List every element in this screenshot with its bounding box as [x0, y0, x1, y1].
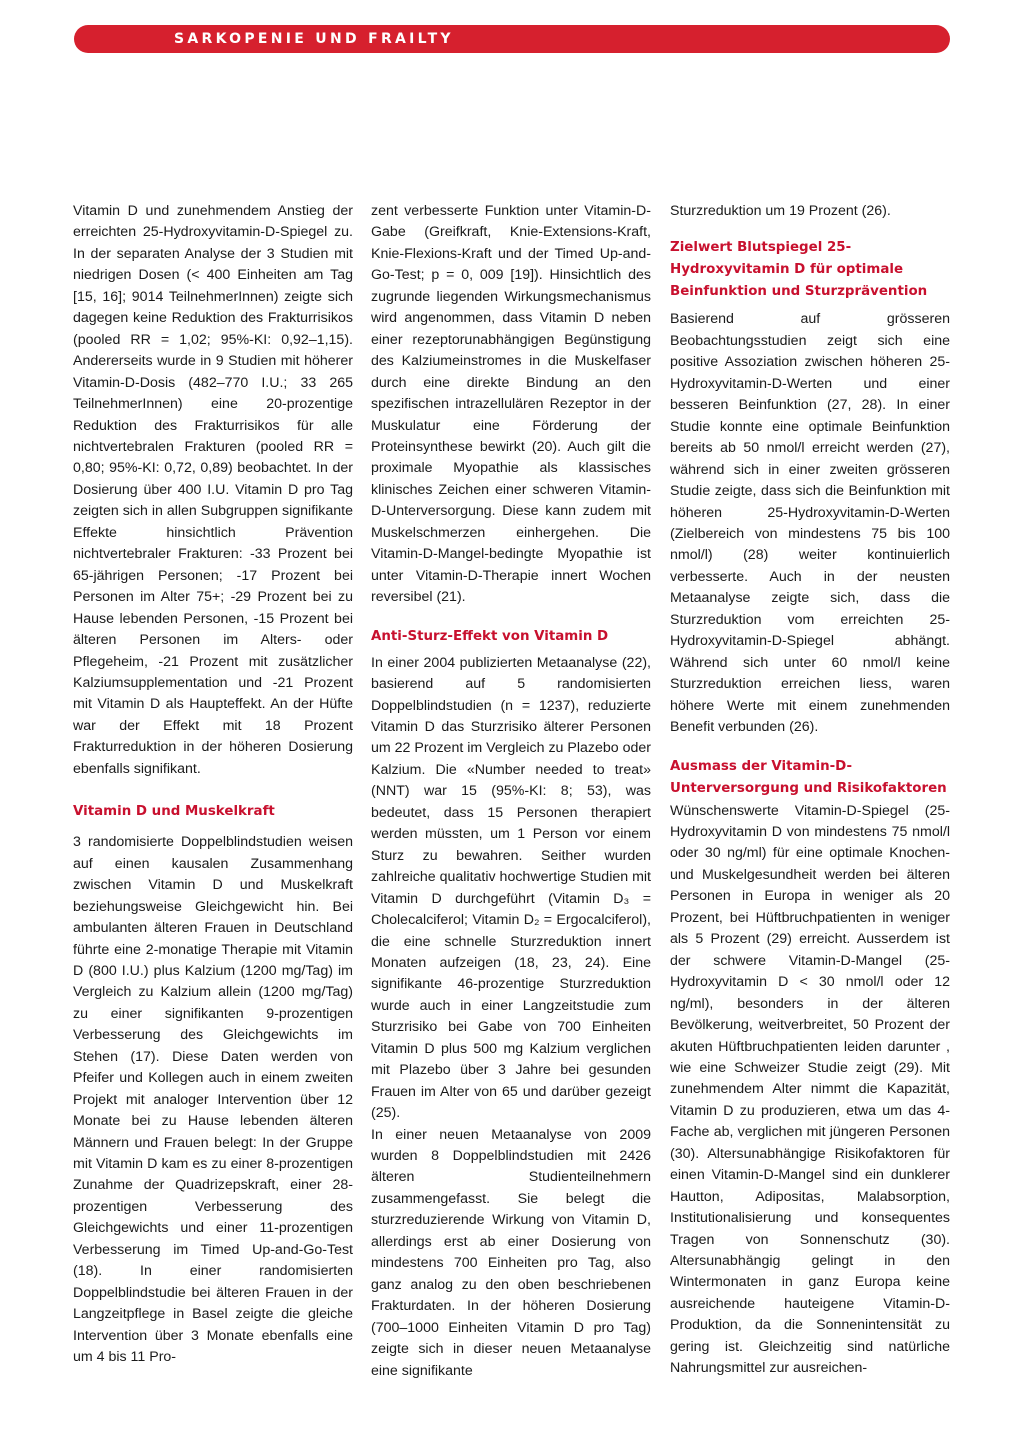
body-paragraph: Wünschenswerte Vitamin-D-Spiegel (25-Hydroxyvitamin D von mindestens 75 nmol/l oder 30 ng/ml) für eine optimale Knochen- und Muskelgesundheit werden bei älteren Personen in Europa in weniger als 20 Prozent, bei Hüftbruchpatienten in weniger als 5 Prozent (29) erreicht. Ausserdem ist der schwere Vitamin-D-Mangel (25-Hydroxyvitamin D < 30 nmol/l oder 12 ng/ml), besonders in der älteren Bevölkerung, weitverbreitet, 50 Prozent der akuten Hüftbruchpatienten leiden darunter , wie eine Schweizer Studie zeigt (29). Mit zunehmendem Alter nimmt die Kapazität, Vitamin D zu produzieren, etwa um das 4-Fache ab, verglichen mit jüngeren Personen (30). Altersunabhängige Risikofaktoren für einen Vitamin-D-Mangel sind ein dunklerer Hautton, Adipositas, Malabsorption, Institutionalisierung und konsequentes Tragen von Sonnenschutz (30). Altersunabhängig gelingt in den Wintermonaten in ganz Europa keine ausreichende hauteigene Vitamin-D-Produktion, da die Sonnenintensität zu gering ist. Gleichzeitig sind natürliche Nahrungsmittel zur ausreichen-	[670, 802, 950, 1377]
text-column-2	[371, 201, 651, 1382]
body-paragraph: Sturzreduktion um 19 Prozent (26).	[670, 203, 891, 219]
section-heading-anti-sturz-effekt: Anti-Sturz-Effekt von Vitamin D	[371, 628, 609, 644]
section-heading-ausmass-unterversorgung: Ausmass der Vitamin-D-Unterversorgung und Risikofaktoren	[670, 758, 947, 796]
text-column-3	[670, 201, 950, 1380]
section-heading-zielwert-blutspiegel: Zielwert Blutspiegel 25-Hydroxyvitamin D für optimale Beinfunktion und Sturzprävention	[670, 240, 928, 300]
body-paragraph: Vitamin D und zunehmendem Anstieg der erreichten 25-Hydroxyvitamin-D-Spiegel zu. In der separaten Analyse der 3 Studien mit niedrigen Dosen (< 400 Einheiten am Tag [15, 16]; 9014 TeilnehmerInnen) zeigte sich dagegen keine Reduktion des Frakturrisikos (pooled RR = 1,02; 95%-KI: 0,92–1,15). Andererseits wurde in 9 Studien mit höherer Vitamin-D-Dosis (482–770 I.U.; 33 265 TeilnehmerInnen) eine 20-prozentige Reduktion des Frakturrisikos für alle nichtvertebralen Frakturen (pooled RR = 0,80; 95%-KI: 0,72, 0,89) beobachtet. In der Dosierung über 400 I.U. Vitamin D pro Tag zeigten sich in allen Subgruppen signifikante Effekte hinsichtlich Prävention nichtvertebraler Frakturen: -33 Prozent bei 65-jährigen Personen; -17 Prozent bei Personen im Alter 75+; -29 Prozent bei zu Hause lebenden Personen, -15 Prozent bei älteren Personen im Alters- oder Pflegeheim, -21 Prozent mit zusätzlicher Kalziumsupplementation und -21 Prozent mit Vitamin D als Haupteffekt. An der Hüfte war der Effekt mit 18 Prozent Frakturreduktion in der höheren Dosierung ebenfalls signifikant.	[73, 203, 353, 777]
body-paragraph: zent verbesserte Funktion unter Vitamin-D-Gabe (Greifkraft, Knie-Extensions-Kraft, Knie-Flexions-Kraft und der Timed Up-and-Go-Test; p = 0, 009 [19]). Hinsichtlich des zugrunde liegenden Wirkungsmechanismus wird angenommen, dass Vitamin D neben einer rezeptorunabhängigen Begünstigung des Kalziumeinstromes in die Muskelfaser durch eine direkte Bindung an den spezifischen intrazellulären Rezeptor in der Muskulatur eine Förderung der Proteinsynthese bewirkt (20). Auch gilt die proximale Myopathie als klassisches klinisches Zeichen einer schweren Vitamin-D-Unterversorgung. Diese kann zudem mit Muskelschmerzen einhergehen. Die Vitamin-D-Mangel-bedingte Myopathie ist unter Vitamin-D-Therapie innert Wochen reversibel (21).	[371, 203, 651, 606]
text-column-1	[73, 201, 353, 1369]
section-title: SARKOPENIE UND FRAILTY	[174, 31, 454, 47]
body-paragraph: 3 randomisierte Doppelblindstudien weisen auf einen kausalen Zusammenhang zwischen Vitamin D und Muskelkraft beziehungsweise Gleichgewicht hin. Bei ambulanten älteren Frauen in Deutschland führte eine 2-monatige Therapie mit Vitamin D (800 I.U.) plus Kalzium (1200 mg/Tag) im Vergleich zu Kalzium allein (1200 mg/Tag) zu einer signifikanten 9-prozentigen Verbesserung des Gleichgewichts im Stehen (17). Diese Daten werden von Pfeifer und Kollegen auch in einem zweiten Projekt mit analoger Intervention über 12 Monate bei zu Hause lebenden älteren Männern und Frauen belegt: In der Gruppe mit Vitamin D kam es zu einer 8-prozentigen Zunahme der Quadrizepskraft, einer 28-prozentigen Verbesserung des Gleichgewichts und einer 11-prozentigen Verbesserung im Timed Up-and-Go-Test (18). In einer randomisierten Doppelblindstudie bei älteren Frauen in der Langzeitpflege in Basel zeigte die gleiche Intervention über 3 Monate ebenfalls eine um 4 bis 11 Pro-	[73, 834, 353, 1366]
section-header-bar	[74, 25, 950, 53]
body-paragraph: In einer neuen Metaanalyse von 2009 wurden 8 Doppelblindstudien mit 2426 älteren Studienteilnehmern zusammengefasst. Sie belegt die sturzreduzierende Wirkung von Vitamin D, allerdings erst ab einer Dosierung von mindestens 700 Einheiten pro Tag, also ganz analog zu den oben beschriebenen Frakturdaten. In der höheren Dosierung (700–1000 Einheiten Vitamin D pro Tag) zeigte sich in dieser neuen Metaanalyse eine signifikante	[371, 1126, 651, 1379]
section-heading-vitamin-d-muskelkraft: Vitamin D und Muskelkraft	[73, 804, 275, 820]
body-paragraph: Basierend auf grösseren Beobachtungsstudien zeigt sich eine positive Assoziation zwischen höheren 25-Hydroxyvitamin-D-Werten und einer besseren Beinfunktion (27, 28). In einer Studie konnte eine optimale Beinfunktion bereits ab 50 nmol/l erreicht werden (27), während sich in einer zweiten grösseren Studie zeigte, dass sich die Beinfunktion mit höheren 25-Hydroxyvitamin-D-Werten (Zielbereich von mindestens 75 bis 100 nmol/l) (28) weiter kontinuierlich verbesserte. Auch in der neusten Metaanalyse zeigte sich, dass die Sturzreduktion vom erreichten 25-Hydroxyvitamin-D-Spiegel abhängt. Während sich unter 60 nmol/l keine Sturzreduktion erreichen liess, waren höhere Werte mit einem zunehmenden Benefit verbunden (26).	[670, 311, 950, 736]
body-paragraph: In einer 2004 publizierten Metaanalyse (22), basierend auf 5 randomisierten Doppelblindstudien (n = 1237), reduzierte Vitamin D das Sturzrisiko älterer Personen um 22 Prozent im Vergleich zu Plazebo oder Kalzium. Die «Number needed to treat» (NNT) war 15 (95%-KI: 8; 53), was bedeutet, dass 15 Personen therapiert werden müssten, um 1 Person vor einem Sturz zu bewahren. Seither wurden zahlreiche qualitativ hochwertige Studien mit Vitamin D durchgeführt (Vitamin D₃ = Cholecalciferol; Vitamin D₂ = Ergocalciferol), die eine schnelle Sturzreduktion innert Monaten aufzeigen (18, 23, 24). Eine signifikante 46-prozentige Sturzreduktion wurde auch in einer Langzeitstudie zum Sturzrisiko bei Gabe von 700 Einheiten Vitamin D plus 500 mg Kalzium verglichen mit Plazebo über 3 Jahre bei gesunden Frauen im Alter von 65 und darüber gezeigt (25).	[371, 654, 651, 1122]
